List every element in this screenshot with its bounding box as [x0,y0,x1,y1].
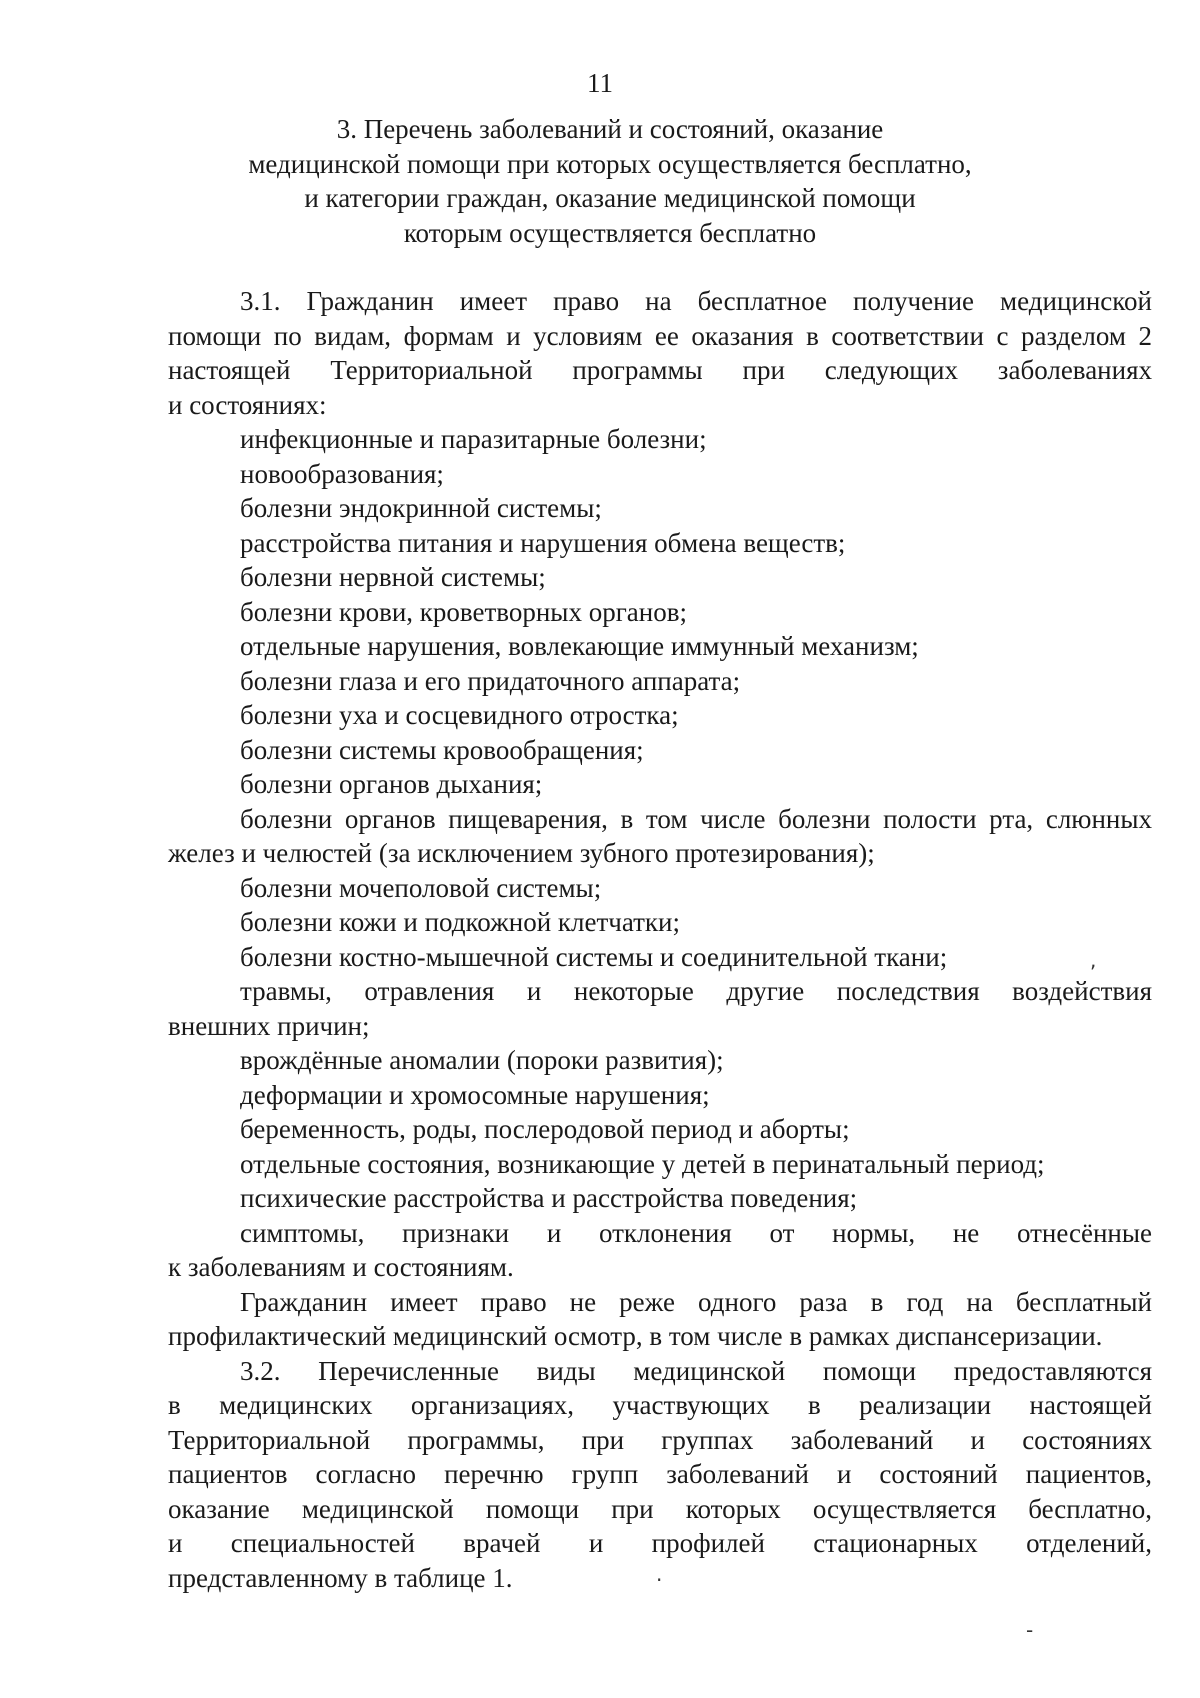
text-line: врождённые аномалии (пороки развития); [240,1045,724,1075]
text-line: и специальностей врачей и профилей стационарных отделений, [168,1528,1152,1558]
text-line: болезни органов дыхания; [240,769,543,799]
text-line: Территориальной программы, при группах заболеваний и состояниях [168,1424,1152,1455]
body-text [168,284,1152,1595]
text-line: новообразования; [240,458,444,489]
text-line: болезни мочеполовой системы; [240,872,602,903]
text-line: болезни кожи и подкожной клетчатки; [240,907,681,937]
text-line: симптомы, признаки и отклонения от нормы, не отнесённые [240,1217,1152,1248]
section-title-line: 3. Перечень заболеваний и состояний, оказание [336,114,884,144]
text-line: болезни костно-мышечной системы и соединительной ткани; [240,941,948,972]
text-line: инфекционные и паразитарные болезни; [240,424,707,454]
pen-mark: , [1090,948,1097,972]
text-line: болезни глаза и его придаточного аппарата; [240,665,741,696]
text-line: болезни уха и сосцевидного отростка; [240,700,679,730]
text-line: расстройства питания и нарушения обмена веществ; [240,527,846,558]
text-line: в медицинских организациях, участвующих в реализации настоящей [168,1390,1152,1420]
text-line: травмы, отравления и некоторые другие последствия воздействия [240,976,1152,1006]
text-line: помощи по видам, формам и условиям ее оказания в соответствии с разделом 2 [168,320,1152,351]
pen-mark: - [1026,1618,1034,1642]
text-line: желез и челюстей (за исключением зубного протезирования); [168,838,875,868]
section-title-line: медицинской помощи при которых осуществляется бесплатно, [248,148,972,179]
text-line: 3.2. Перечисленные виды медицинской помощи предоставляются [240,1355,1152,1386]
section-title-line: и категории граждан, оказание медицинской помощи [304,183,916,213]
text-line: болезни органов пищеварения, в том числе болезни полости рта, слюнных [240,803,1152,834]
section-title-line: которым осуществляется бесплатно [403,217,817,248]
text-line: болезни нервной системы; [240,562,546,592]
text-line: внешних причин; [168,1010,370,1041]
text-line: 3.1. Гражданин имеет право на бесплатное получение медицинской [240,286,1152,316]
text-line: пациентов согласно перечню групп заболеваний и состояний пациентов, [168,1459,1152,1489]
text-line: деформации и хромосомные нарушения; [240,1079,710,1110]
text-line: профилактический медицинский осмотр, в том числе в рамках диспансеризации. [168,1321,1103,1351]
text-line: психические расстройства и расстройства поведения; [240,1183,858,1213]
text-line: болезни эндокринной системы; [240,493,602,523]
text-line: представленному в таблице 1. [168,1562,513,1593]
text-line: отдельные состояния, возникающие у детей в перинатальный период; [240,1148,1045,1179]
text-line: и состояниях: [168,389,327,420]
pen-mark: · [656,1568,663,1592]
text-line: болезни системы кровообращения; [240,734,644,765]
text-line: беременность, роды, послеродовой период и аборты; [240,1114,850,1144]
text-line: болезни крови, кроветворных органов; [240,596,687,627]
text-line: Гражданин имеет право не реже одного раза в год на бесплатный [240,1286,1152,1317]
text-line: отдельные нарушения, вовлекающие иммунный механизм; [240,631,919,661]
text-line: оказание медицинской помощи при которых осуществляется бесплатно, [168,1493,1152,1524]
text-line: к заболеваниям и состояниям. [168,1252,514,1282]
page-number: 11 [587,68,613,98]
text-line: настоящей Территориальной программы при следующих заболеваниях [168,355,1152,385]
section-title [150,112,1070,250]
